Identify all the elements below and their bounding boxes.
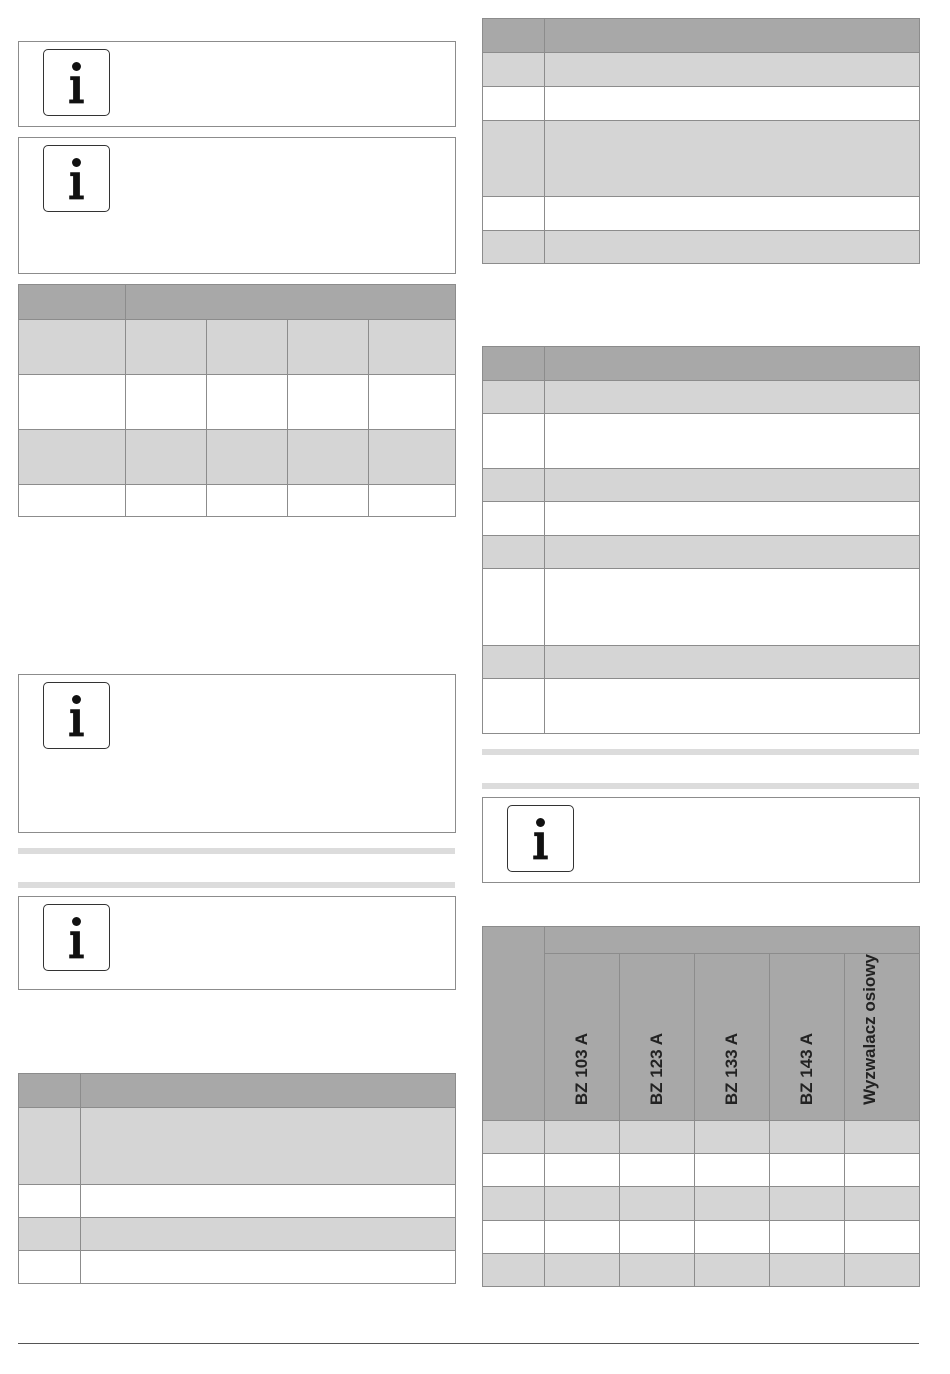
section-separator [18, 848, 455, 854]
table-row [483, 679, 920, 734]
info-box-5 [482, 797, 920, 883]
table-row [483, 414, 920, 469]
info-icon [43, 49, 110, 116]
table-header-cell [19, 1074, 81, 1108]
table-row [483, 1153, 920, 1186]
table-row [19, 430, 456, 485]
table-row [19, 320, 456, 375]
table-row [19, 1185, 456, 1218]
table-row [483, 469, 920, 502]
table-header-cell [19, 285, 126, 320]
table-row [483, 646, 920, 679]
table-row [483, 121, 920, 197]
info-box-2 [18, 137, 456, 274]
column-header-wyzwalacz-osiowy: Wyzwalacz osiowy [845, 954, 920, 1121]
table-row [483, 197, 920, 231]
table-row [19, 1108, 456, 1185]
right-table-2 [482, 346, 920, 734]
info-box-3 [18, 674, 456, 833]
table-header-cell [545, 347, 920, 381]
table-row [483, 1120, 920, 1153]
table-row [483, 502, 920, 536]
table-row [483, 569, 920, 646]
table-row [19, 485, 456, 517]
table-header-cell [483, 347, 545, 381]
info-box-4 [18, 896, 456, 990]
table-header-cell [545, 927, 920, 954]
table-header-cell [545, 19, 920, 53]
column-header-bz143a: BZ 143 A [770, 954, 845, 1121]
column-header-bz123a: BZ 123 A [620, 954, 695, 1121]
info-icon [43, 682, 110, 749]
table-row [483, 1220, 920, 1253]
footer-rule [18, 1343, 919, 1344]
section-separator [482, 783, 919, 789]
column-header-bz133a: BZ 133 A [695, 954, 770, 1121]
table-row [483, 87, 920, 121]
right-table-1 [482, 18, 920, 264]
release-compatibility-table [482, 926, 920, 1287]
table-row [483, 231, 920, 264]
left-table-2 [18, 1073, 456, 1284]
table-header-cell [483, 19, 545, 53]
section-separator [482, 749, 919, 755]
table-row [483, 536, 920, 569]
section-separator [18, 882, 455, 888]
table-row [483, 53, 920, 87]
table-row [19, 1251, 456, 1284]
table-header-cell [81, 1074, 456, 1108]
left-table-1 [18, 284, 456, 517]
table-row [483, 1186, 920, 1220]
info-icon [507, 805, 574, 872]
table-header-cell [483, 927, 545, 1121]
table-header-cell [126, 285, 456, 320]
info-icon [43, 145, 110, 212]
table-row [483, 1253, 920, 1286]
column-header-bz103a: BZ 103 A [545, 954, 620, 1121]
info-box-1 [18, 41, 456, 127]
table-row [483, 381, 920, 414]
table-row [19, 1218, 456, 1251]
table-row [19, 375, 456, 430]
info-icon [43, 904, 110, 971]
